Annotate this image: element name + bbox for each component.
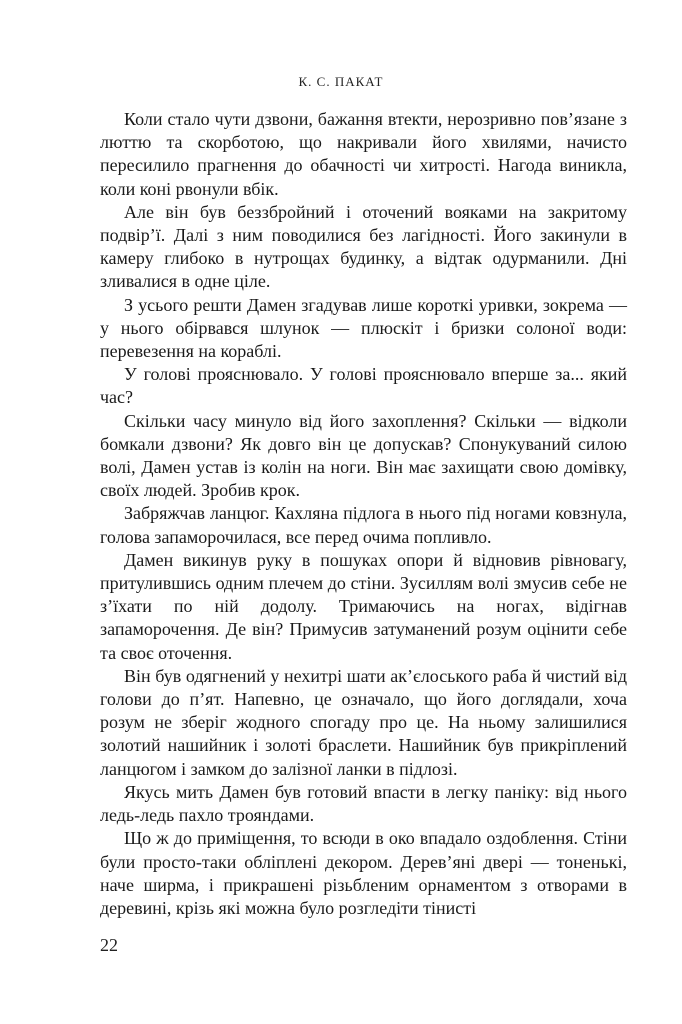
- paragraph: Він був одягнений у нехитрі шати ак’єлоського раба й чистий від голови до п’ят. Напевно, це означало, що його доглядали, хоча розум не зберіг жодного спогаду про це. На ньому залишилися золотий нашийник і золоті браслети. Нашийник був прикріплений ланцюгом і замком до залізної ланки в підлозі.: [100, 665, 627, 779]
- paragraph: Якусь мить Дамен був готовий впасти в легку паніку: від нього ледь-ледь пахло трояндами.: [100, 781, 627, 826]
- running-head: К. С. ПАКАТ: [298, 74, 384, 89]
- paragraph: З усього решти Дамен згадував лише короткі уривки, зокрема — у нього обірвався шлунок — плюскіт і бризки солоної води: перевезення на кораблі.: [100, 294, 627, 362]
- paragraph: Але він був беззбройний і оточений вояками на закритому подвір’ї. Далі з ним поводилися без лагідності. Його закинули в камеру глибоко в нутрощах будинку, а відтак одурманили. Дні зливалися в одне ціле.: [100, 201, 627, 292]
- paragraph: Скільки часу минуло від його захоплення? Скільки — відколи бомкали дзвони? Як довго він це допускав? Спонукуваний силою волі, Дамен устав із колін на ноги. Він має захищати свою домівку, своїх людей. Зробив крок.: [100, 410, 627, 501]
- paragraph: Коли стало чути дзвони, бажання втекти, нерозривно пов’язане з люттю та скорботою, що накривали його хвилями, начисто пересилило прагнення до обачності чи хитрості. Нагода виникла, коли коні рвонули вбік.: [100, 109, 627, 199]
- page-number: 22: [100, 935, 118, 955]
- body-text: [100, 108, 627, 920]
- paragraph: Що ж до приміщення, то всюди в око впадало оздоблення. Стіни були просто-таки обліплені декором. Дерев’яні двері — тоненькі, наче ширма, і прикрашені різьбленим орнаментом з отворами в деревині, крізь які можна було розгледіти тінисті: [100, 828, 627, 918]
- paragraph: Дамен викинув руку в пошуках опори й відновив рівновагу, притулившись одним плечем до стіни. Зусиллям волі змусив себе не з’їхати по ній додолу. Тримаючись на ногах, відігнав запаморочення. Де він? Примусив затуманений розум оцінити себе та своє оточення.: [100, 549, 627, 663]
- paragraph: У голові прояснювало. У голові прояснювало вперше за... який час?: [100, 364, 627, 408]
- paragraph: Забряжчав ланцюг. Кахляна підлога в нього під ногами ковзнула, голова запаморочилася, все перед очима попливло.: [100, 503, 627, 547]
